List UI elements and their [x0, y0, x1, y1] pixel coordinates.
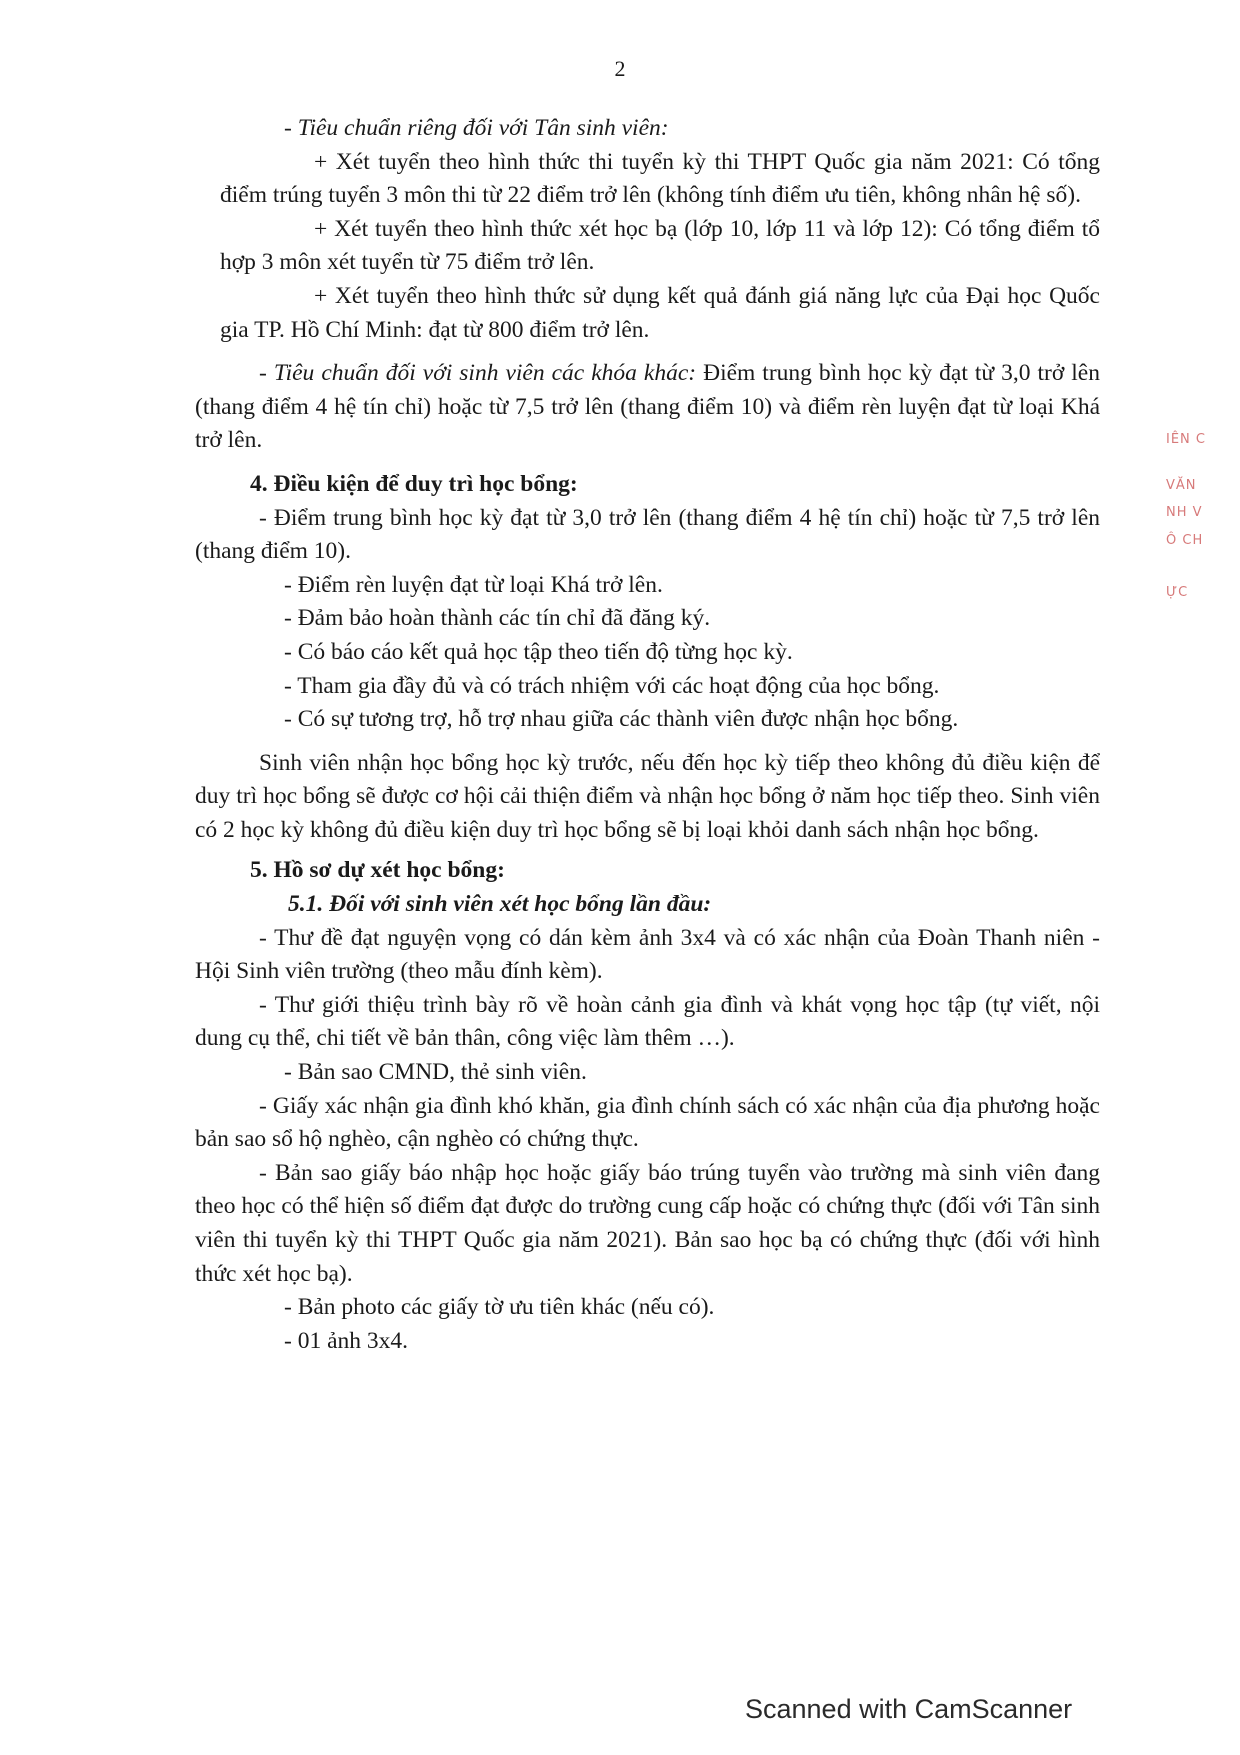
margin-stamp-3: NH V: [1166, 505, 1203, 520]
margin-stamp-4: Ô CH: [1166, 533, 1204, 548]
s4-item-5: - Tham gia đầy đủ và có trách nhiệm với các hoạt động của học bổng.: [284, 672, 940, 699]
s1-item-3: + Xét tuyển theo hình thức sử dụng kết quả đánh giá năng lực của Đại học Quốc gia TP. Hồ Chí Minh: đạt từ 800 điểm trở lên.: [220, 282, 1100, 343]
s4-item-3: - Đảm bảo hoàn thành các tín chỉ đã đăng ký.: [284, 605, 711, 632]
s4-item-4: - Có báo cáo kết quả học tập theo tiến độ từng học kỳ.: [284, 638, 793, 665]
s5-item-1: - Thư đề đạt nguyện vọng có dán kèm ảnh 3x4 và có xác nhận của Đoàn Thanh niên - Hội Sinh viên trường (theo mẫu đính kèm).: [195, 924, 1100, 985]
margin-stamp-5: ỰC: [1166, 585, 1189, 600]
s5-item-2: - Thư giới thiệu trình bày rõ về hoàn cảnh gia đình và khát vọng học tập (tự viết, nội dung cụ thể, chi tiết về bản thân, công việc làm thêm …).: [195, 991, 1100, 1052]
s2-text: Điểm trung bình học kỳ đạt từ 3,0 trở lên (thang điểm 4 hệ tín chỉ) hoặc từ 7,5 trở lên (thang điểm 10) và điểm rèn luyện đạt từ loại Khá trở lên.: [195, 360, 1100, 454]
camscanner-watermark: Scanned with CamScanner: [745, 1694, 1073, 1724]
s4-item-2: - Điểm rèn luyện đạt từ loại Khá trở lên.: [284, 571, 663, 598]
s4-paragraph: Sinh viên nhận học bổng học kỳ trước, nếu đến học kỳ tiếp theo không đủ điều kiện để duy trì học bổng sẽ được cơ hội cải thiện điểm và nhận học bổng ở năm học tiếp theo. Sinh viên có 2 học kỳ không đủ điều kiện duy trì học bổng sẽ bị loại khỏi danh sách nhận học bổng.: [195, 749, 1100, 843]
s4-item-1: - Điểm trung bình học kỳ đạt từ 3,0 trở lên (thang điểm 4 hệ tín chỉ) hoặc từ 7,5 trở lên (thang điểm 10).: [195, 504, 1100, 565]
s4-heading: 4. Điều kiện để duy trì học bổng:: [250, 470, 578, 497]
document-body: [195, 112, 1100, 1358]
s4-item-6: - Có sự tương trợ, hỗ trợ nhau giữa các thành viên được nhận học bổng.: [284, 706, 959, 733]
s1-item-2: + Xét tuyển theo hình thức xét học bạ (lớp 10, lớp 11 và lớp 12): Có tổng điểm tổ hợp 3 môn xét tuyển từ 75 điểm trở lên.: [220, 215, 1100, 276]
s5-1-heading: 5.1. Đối với sinh viên xét học bổng lần đầu:: [288, 891, 712, 918]
s1-heading: - Tiêu chuẩn riêng đối với Tân sinh viên:: [284, 115, 669, 141]
s2-label: - Tiêu chuẩn đối với sinh viên các khóa khác:: [259, 360, 697, 387]
s5-item-5: - Bản sao giấy báo nhập học hoặc giấy báo trúng tuyển vào trường mà sinh viên đang theo học có thể hiện số điểm đạt được do trường cung cấp hoặc có chứng thực (đối với Tân sinh viên thi tuyển kỳ thi THPT Quốc gia năm 2021). Bản sao học bạ có chứng thực (đối với hình thức xét học bạ).: [195, 1159, 1100, 1287]
s5-item-6: - Bản photo các giấy tờ ưu tiên khác (nếu có).: [284, 1294, 715, 1321]
s1-item-1: + Xét tuyển theo hình thức thi tuyển kỳ thi THPT Quốc gia năm 2021: Có tổng điểm trúng tuyển 3 môn thi từ 22 điểm trở lên (không tính điểm ưu tiên, không nhân hệ số).: [220, 148, 1100, 209]
margin-stamp-2: VĂN: [1166, 478, 1197, 493]
s5-item-4: - Giấy xác nhận gia đình khó khăn, gia đình chính sách có xác nhận của địa phương hoặc bản sao sổ hộ nghèo, cận nghèo có chứng thực.: [195, 1092, 1100, 1153]
page-number: 2: [614, 56, 626, 81]
s5-heading: 5. Hồ sơ dự xét học bổng:: [250, 857, 505, 884]
s5-item-7: - 01 ảnh 3x4.: [284, 1327, 409, 1354]
margin-stamp-1: IÊN C: [1166, 432, 1206, 447]
s5-item-3: - Bản sao CMND, thẻ sinh viên.: [284, 1059, 587, 1086]
s2-paragraph: [195, 357, 1100, 458]
